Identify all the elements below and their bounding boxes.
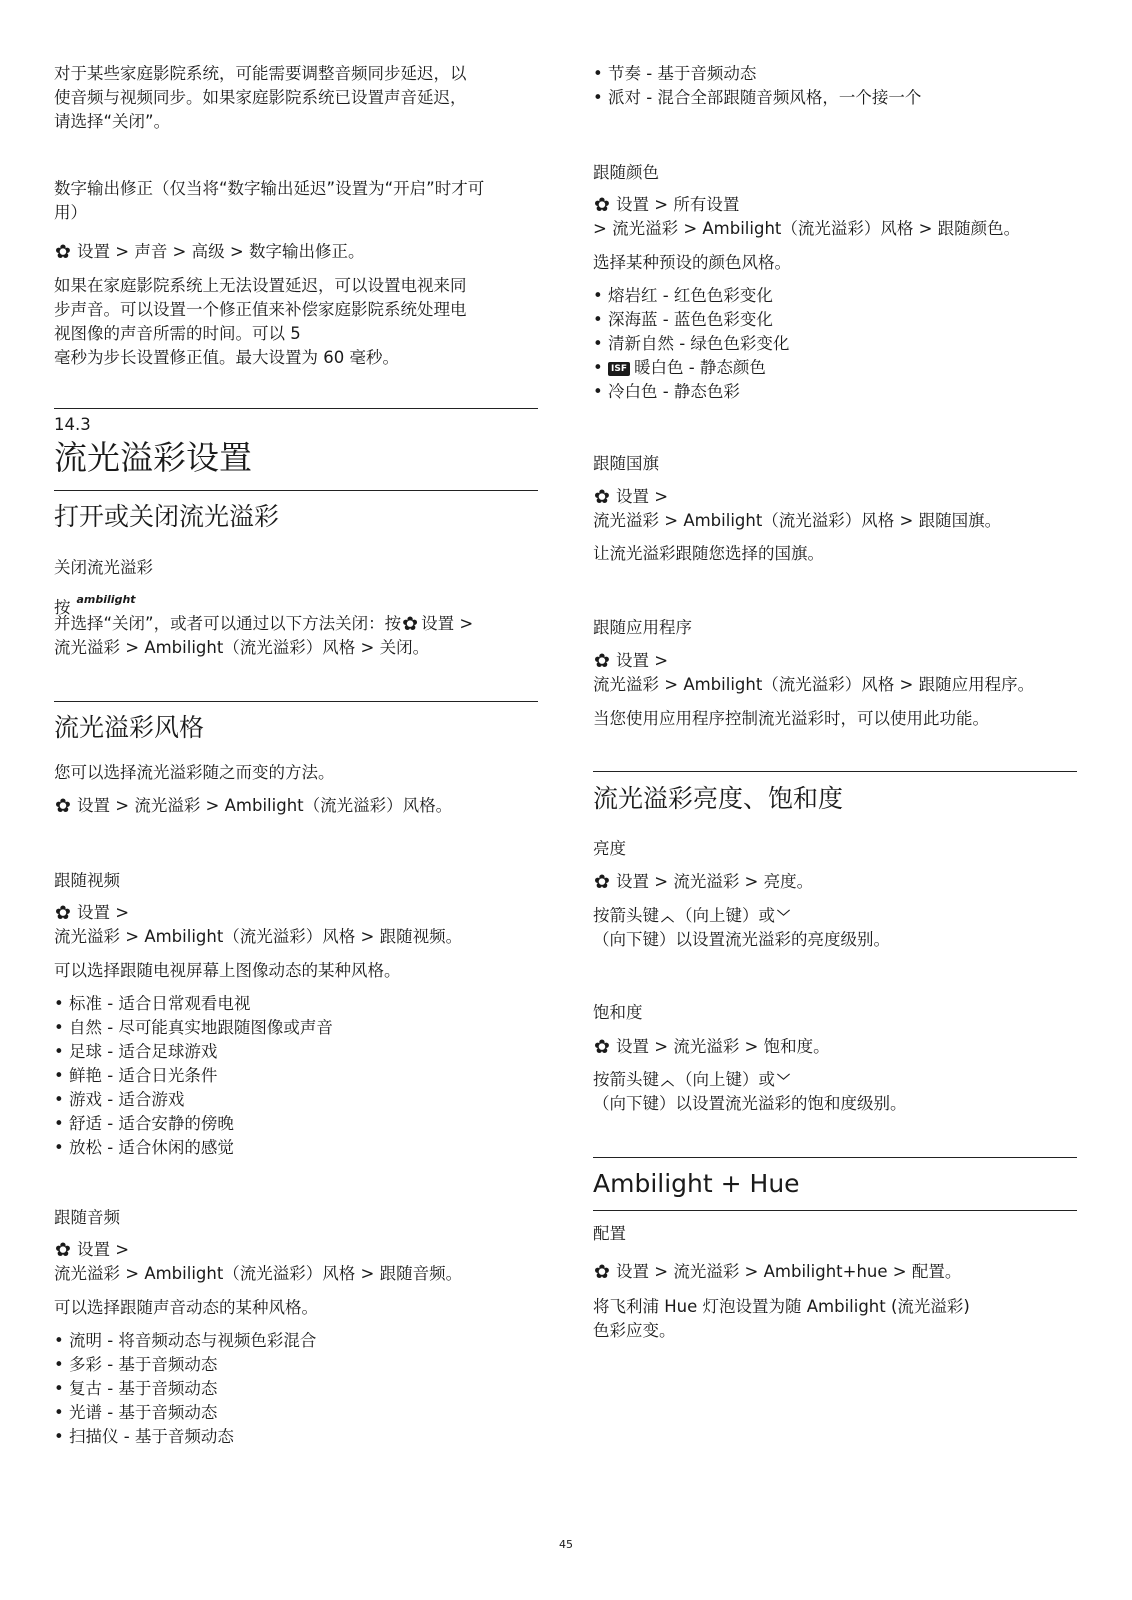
- chevron-up-icon: ︿: [661, 910, 675, 925]
- follow-audio-path-cont: 流光溢彩 > Ambilight（流光溢彩）风格 > 跟随音频。: [54, 1264, 463, 1283]
- audio-sync-paragraph: 对于某些家庭影院系统，可能需要调整音频同步延迟，以 使音频与视频同步。如果家庭影院系统已设置声音延迟， 请选择“关闭”。: [54, 64, 467, 131]
- page-number: 45: [559, 1538, 573, 1551]
- gear-icon: ✿: [55, 795, 71, 817]
- chevron-down-icon: ﹀: [777, 1074, 791, 1089]
- gear-icon: ✿: [402, 613, 419, 635]
- list-item: • 光谱 - 基于音频动态: [54, 1401, 316, 1425]
- digital-output-path: ✿ 设置 > 声音 > 高级 > 数字输出修正。: [55, 241, 365, 263]
- list-item: • 游戏 - 适合游戏: [54, 1088, 333, 1112]
- list-item: • 清新自然 - 绿色色彩变化: [593, 332, 789, 356]
- follow-app-description: 当您使用应用程序控制流光溢彩时，可以使用此功能。: [593, 709, 989, 728]
- onoff-description: 并选择“关闭”，或者可以通过以下方法关闭：按✿ 设置 >: [54, 613, 474, 635]
- gear-icon: ✿: [55, 902, 71, 924]
- ambilight-key-icon: ambilight: [76, 593, 136, 606]
- list-item: • 标准 - 适合日常观看电视: [54, 992, 333, 1016]
- follow-color-title: 跟随颜色: [593, 163, 659, 182]
- follow-color-description: 选择某种预设的颜色风格。: [593, 253, 791, 272]
- style-title: 流光溢彩风格: [54, 713, 205, 742]
- gear-icon: ✿: [55, 1239, 71, 1261]
- subsection-divider: [593, 1157, 1077, 1158]
- saturation-description: 按箭头键 ︿ （向上键）或 ﹀: [593, 1068, 1077, 1094]
- gear-icon: ✿: [594, 1036, 610, 1058]
- list-item: • 舒适 - 适合安静的傍晚: [54, 1112, 333, 1136]
- config-path: ✿ 设置 > 流光溢彩 > Ambilight+hue > 配置。: [594, 1261, 962, 1283]
- list-item: • ISF 暖白色 - 静态颜色: [593, 356, 789, 380]
- saturation-description-cont: （向下键）以设置流光溢彩的饱和度级别。: [593, 1094, 907, 1113]
- follow-app-title: 跟随应用程序: [593, 618, 692, 637]
- onoff-press-line: 按 $^{ambilight}$: [54, 593, 136, 617]
- subsection-divider: [593, 1210, 1077, 1211]
- brightness-section-title: 流光溢彩亮度、饱和度: [593, 784, 844, 813]
- digital-output-heading: 数字输出修正（仅当将“数字输出延迟”设置为“开启”时才可 用）: [54, 179, 485, 222]
- saturation-title: 饱和度: [593, 1003, 643, 1022]
- style-path: ✿ 设置 > 流光溢彩 > Ambilight（流光溢彩）风格。: [55, 795, 453, 817]
- onoff-subtitle: 关闭流光溢彩: [54, 558, 153, 577]
- hue-section-title: Ambilight + Hue: [593, 1169, 800, 1198]
- follow-audio-description: 可以选择跟随声音动态的某种风格。: [54, 1298, 318, 1317]
- follow-video-path: ✿ 设置 >: [55, 902, 130, 924]
- follow-flag-path-cont: 流光溢彩 > Ambilight（流光溢彩）风格 > 跟随国旗。: [593, 511, 1002, 530]
- section-number: 14.3: [54, 415, 91, 434]
- gear-icon: ✿: [594, 650, 610, 672]
- follow-app-path: ✿ 设置 >: [594, 650, 669, 672]
- follow-video-title: 跟随视频: [54, 871, 120, 890]
- subsection-divider: [593, 771, 1077, 772]
- list-item: • 自然 - 尽可能真实地跟随图像或声音: [54, 1016, 333, 1040]
- gear-icon: ✿: [594, 486, 610, 508]
- follow-color-path: ✿ 设置 > 所有设置: [594, 194, 740, 216]
- follow-color-path-cont: > 流光溢彩 > Ambilight（流光溢彩）风格 > 跟随颜色。: [593, 219, 1021, 238]
- digital-output-description: 如果在家庭影院系统上无法设置延迟，可以设置电视来同 步声音。可以设置一个修正值来补偿家庭影院系统处理电 视图像的声音所需的时间。可以 5 毫秒为步长设置修正值。最大设置为 60 毫秒。: [54, 276, 467, 367]
- follow-app-path-cont: 流光溢彩 > Ambilight（流光溢彩）风格 > 跟随应用程序。: [593, 675, 1035, 694]
- list-item: • 熔岩红 - 红色色彩变化: [593, 284, 789, 308]
- subsection-divider: [54, 701, 538, 702]
- subsection-divider: [54, 490, 538, 491]
- list-item: • 节奏 - 基于音频动态: [593, 62, 921, 86]
- follow-audio-path: ✿ 设置 >: [55, 1239, 130, 1261]
- chevron-down-icon: ﹀: [777, 910, 791, 925]
- brightness-path: ✿ 设置 > 流光溢彩 > 亮度。: [594, 871, 814, 893]
- follow-color-list: [593, 284, 789, 404]
- list-item: • 冷白色 - 静态色彩: [593, 380, 789, 404]
- follow-audio-list: [54, 1329, 316, 1449]
- section-divider: [54, 408, 538, 409]
- list-item: • 派对 - 混合全部跟随音频风格，一个接一个: [593, 86, 921, 110]
- list-item: • 放松 - 适合休闲的感觉: [54, 1136, 333, 1160]
- gear-icon: ✿: [55, 241, 71, 263]
- list-item: • 足球 - 适合足球游戏: [54, 1040, 333, 1064]
- gear-icon: ✿: [594, 871, 610, 893]
- brightness-title: 亮度: [593, 839, 626, 858]
- list-item: • 多彩 - 基于音频动态: [54, 1353, 316, 1377]
- list-item: • 鲜艳 - 适合日光条件: [54, 1064, 333, 1088]
- brightness-description: 按箭头键 ︿ （向上键）或 ﹀: [593, 904, 1077, 930]
- follow-audio-title: 跟随音频: [54, 1208, 120, 1227]
- follow-audio-list-cont: [593, 62, 921, 110]
- config-title: 配置: [593, 1224, 626, 1243]
- gear-icon: ✿: [594, 1261, 610, 1283]
- follow-flag-path: ✿ 设置 >: [594, 486, 669, 508]
- chevron-up-icon: ︿: [661, 1074, 675, 1089]
- section-title: 流光溢彩设置: [54, 438, 252, 477]
- list-item: • 深海蓝 - 蓝色色彩变化: [593, 308, 789, 332]
- follow-video-list: [54, 992, 333, 1160]
- follow-flag-description: 让流光溢彩跟随您选择的国旗。: [593, 544, 824, 563]
- style-description: 您可以选择流光溢彩随之而变的方法。: [54, 763, 335, 782]
- onoff-description-path: 流光溢彩 > Ambilight（流光溢彩）风格 > 关闭。: [54, 638, 430, 657]
- brightness-description-cont: （向下键）以设置流光溢彩的亮度级别。: [593, 930, 890, 949]
- gear-icon: ✿: [594, 194, 610, 216]
- onoff-title: 打开或关闭流光溢彩: [54, 502, 280, 531]
- follow-flag-title: 跟随国旗: [593, 454, 659, 473]
- follow-video-path-cont: 流光溢彩 > Ambilight（流光溢彩）风格 > 跟随视频。: [54, 927, 463, 946]
- list-item: • 扫描仪 - 基于音频动态: [54, 1425, 316, 1449]
- follow-video-description: 可以选择跟随电视屏幕上图像动态的某种风格。: [54, 961, 401, 980]
- list-item: • 流明 - 将音频动态与视频色彩混合: [54, 1329, 316, 1353]
- saturation-path: ✿ 设置 > 流光溢彩 > 饱和度。: [594, 1036, 830, 1058]
- config-description: 将飞利浦 Hue 灯泡设置为随 Ambilight (流光溢彩) 色彩应变。: [593, 1297, 970, 1340]
- isf-badge-icon: ISF: [608, 362, 630, 376]
- list-item: • 复古 - 基于音频动态: [54, 1377, 316, 1401]
